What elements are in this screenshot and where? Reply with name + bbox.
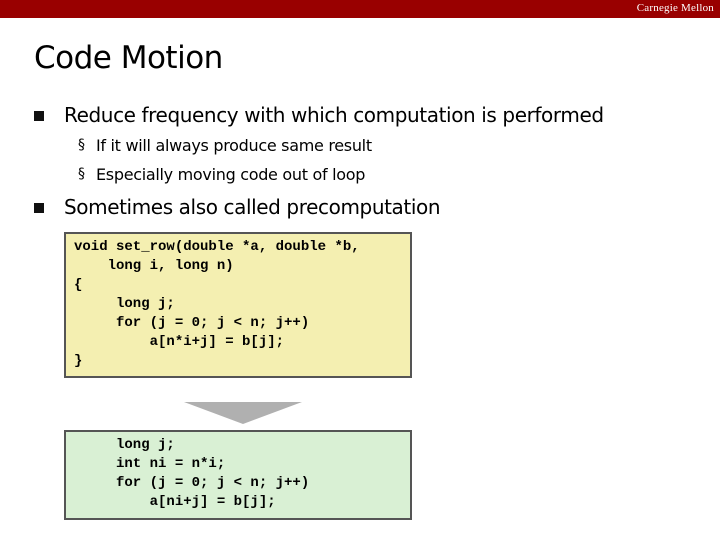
code-block-after: long j; int ni = n*i; for (j = 0; j < n; j++) a[ni+j] = b[j];: [64, 430, 412, 520]
sub-bullet-1-text: If it will always produce same result: [96, 136, 372, 155]
arrow-down-icon: [184, 402, 302, 424]
square-bullet-icon: [34, 111, 44, 121]
brand-label: Carnegie Mellon: [636, 2, 714, 14]
sub-bullet-2-text: Especially moving code out of loop: [96, 165, 366, 184]
bullet-1-text: Reduce frequency with which computation is performed: [64, 103, 604, 127]
bullet-2-text: Sometimes also called precomputation: [64, 195, 441, 219]
square-bullet-icon: [34, 203, 44, 213]
section-mark-icon: §: [78, 137, 85, 153]
section-mark-icon: §: [78, 166, 85, 182]
slide-title: Code Motion: [34, 40, 223, 76]
code-block-before: void set_row(double *a, double *b, long i, long n) { long j; for (j = 0; j < n; j++) a[n*i+j] = b[j]; }: [64, 232, 412, 378]
header-bar: [0, 0, 720, 18]
